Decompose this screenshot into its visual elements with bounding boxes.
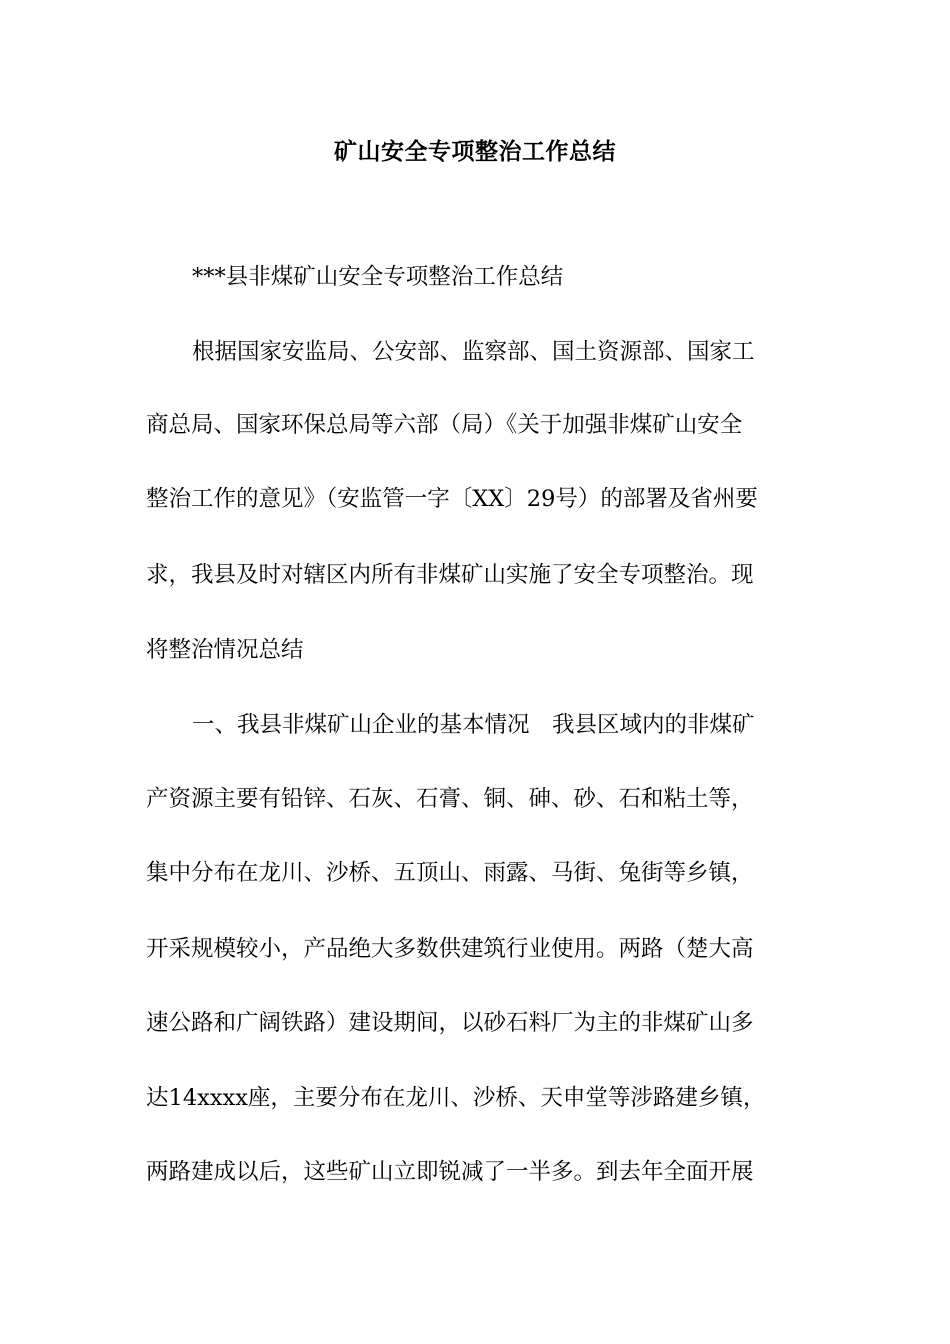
subtitle-line: ***县非煤矿山安全专项整治工作总结 [192,264,564,290]
paragraph-line: 整治工作的意见》（安监管一字〔XX〕29号）的部署及省州要 [146,486,758,512]
paragraph-line: 根据国家安监局、公安部、监察部、国土资源部、国家工 [192,339,755,365]
paragraph-line: 开采规模较小，产品绝大多数供建筑行业使用。两路（楚大高 [146,936,754,962]
paragraph-line: 一、我县非煤矿山企业的基本情况 我县区域内的非煤矿 [192,712,755,738]
paragraph-line: 集中分布在龙川、沙桥、五顶山、雨露、马街、兔街等乡镇， [146,860,754,886]
paragraph-line: 求，我县及时对辖区内所有非煤矿山实施了安全专项整治。现 [146,562,754,588]
paragraph-line: 达14xxxx座，主要分布在龙川、沙桥、天申堂等涉路建乡镇， [146,1085,766,1111]
paragraph-line: 商总局、国家环保总局等六部（局）《关于加强非煤矿山安全 [146,412,743,438]
paragraph-line: 速公路和广阔铁路）建设期间，以砂石料厂为主的非煤矿山多 [146,1010,754,1036]
document-title: 矿山安全专项整治工作总结 [334,138,616,165]
paragraph-line: 产资源主要有铅锌、石灰、石膏、铜、砷、砂、石和粘土等， [146,786,754,812]
paragraph-line: 两路建成以后，这些矿山立即锐减了一半多。到去年全面开展 [146,1159,754,1185]
paragraph-line: 将整治情况总结 [146,637,304,663]
